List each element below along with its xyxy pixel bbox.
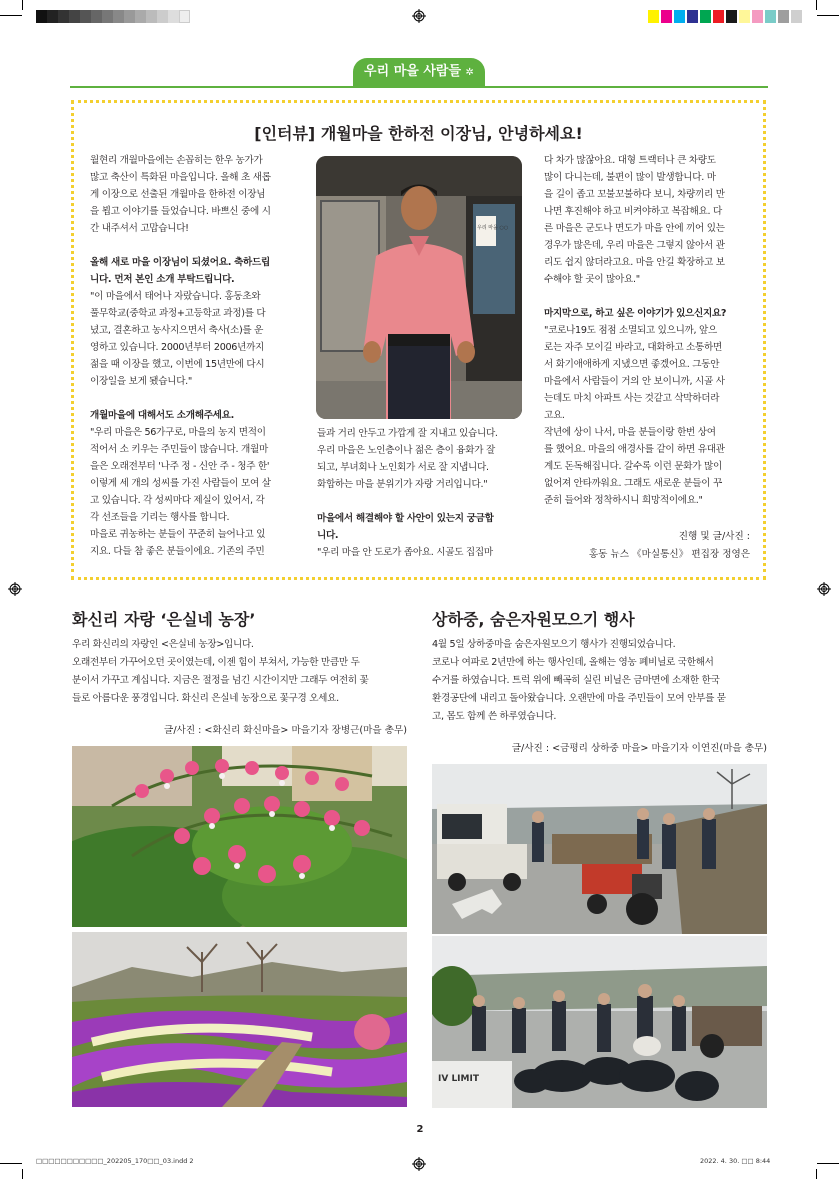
- interview-credit-line2: 홍동 뉴스 《마실통신》 편집장 정영은: [588, 549, 750, 560]
- interview-line: 개월마을에 대해서도 소개해주세요.: [90, 410, 234, 421]
- interview-line: 다 차가 많잖아요. 대형 트랙터나 큰 차량도: [544, 155, 716, 166]
- left-section-body: [72, 636, 369, 708]
- interview-line: 월현리 개월마을에는 손꼽히는 한우 농가가: [90, 155, 263, 166]
- interview-line: [317, 493, 498, 510]
- registration-mark-icon: [8, 582, 22, 596]
- section-tag-label: 우리 마을 사람들: [364, 64, 462, 79]
- interview-line: 을은 오래전부터 '나주 정 - 신안 주 - 청주 한': [90, 461, 270, 472]
- interview-line: "우리 마을은 56가구로, 마을의 농지 면적이: [90, 427, 266, 438]
- body-line: 수거를 하였습니다. 트럭 위에 빼곡히 실린 비닐은 금마면에 소재한 한국: [432, 675, 720, 686]
- interview-line: 리도 쉽지 않더라고요. 마을 안길 확장하고 보: [544, 257, 725, 268]
- interview-line: 게 이장으로 선출된 개월마을 한하전 이장님: [90, 189, 266, 200]
- interview-line: 많고 축산이 특화된 마을입니다. 올해 초 새롭: [90, 172, 271, 183]
- interview-line: [90, 390, 271, 407]
- interview-line: "코로나19도 점점 소멸되고 있으니까, 앞으: [544, 325, 717, 336]
- body-line: 우리 화신리의 자랑인 <은실네 농장>입니다.: [72, 639, 254, 650]
- phlox-garden-photo: [72, 932, 407, 1107]
- interview-line: 젊을 때 이장을 했고, 이번에 15년만에 다시: [90, 359, 265, 370]
- portrait-photo: [316, 156, 522, 419]
- body-line: 코로나 여파로 2년만에 하는 행사인데, 올해는 영농 폐비닐로 국한해서: [432, 657, 714, 668]
- right-section-body: [432, 636, 726, 726]
- interview-line: 준히 들어와 정착하시니 희망적이에요.": [544, 495, 703, 506]
- interview-left-column: [90, 152, 271, 560]
- interview-line: 이렇게 세 개의 성씨를 가진 사람들이 모여 살: [90, 478, 271, 489]
- interview-line: 니다.: [317, 530, 339, 541]
- interview-line: 지요. 다들 참 좋은 분들이에요. 기존의 주민: [90, 546, 265, 557]
- interview-line: 을 뵙고 이야기를 들었습니다. 바쁘신 중에 시: [90, 206, 271, 217]
- interview-right-column: [544, 152, 726, 509]
- interview-line: 많이 다니는데, 불편이 많이 발생합니다. 마: [544, 172, 716, 183]
- interview-line: 는데도 마치 아파트 사는 것같고 삭막하더라: [544, 393, 720, 404]
- interview-line: 경우가 많은데, 우리 마을은 그렇지 않아서 관: [544, 240, 725, 251]
- body-line: 고, 몸도 함께 쓴 하루였습니다.: [432, 711, 557, 722]
- interview-credit-line1: 진행 및 글/사진 :: [678, 531, 750, 542]
- interview-line: "이 마을에서 태어나 자랐습니다. 홍동초와: [90, 291, 261, 302]
- interview-line: 고요.: [544, 410, 565, 421]
- interview-line: 서 화기애애하게 지냈으면 좋겠어요. 그동안: [544, 359, 720, 370]
- interview-line: 수해야 할 곳이 많아요.": [544, 274, 640, 285]
- body-line: 들로 아름다운 풍경입니다. 화신리 은실네 농장으로 꽃구경 오세요.: [72, 693, 339, 704]
- body-line: 환경공단에 내리고 돌아왔습니다. 오랜만에 마을 주민들이 모여 안부를 묻: [432, 693, 726, 704]
- interview-line: [544, 288, 726, 305]
- interview-line: 작년에 상이 나서, 마을 분들이랑 한번 상여: [544, 427, 716, 438]
- interview-line: 올해 새로 마을 이장님이 되셨어요. 축하드립: [90, 257, 270, 268]
- interview-line: 우리 마을은 노인층이나 젊은 층이 융화가 잘: [317, 445, 495, 456]
- tractor-collection-photo: [432, 764, 767, 934]
- left-section-credit: 글/사진 : <화신리 화신마을> 마을기자 장병근(마을 총무): [164, 725, 407, 736]
- interview-line: 이장일을 보게 됐습니다.": [90, 376, 193, 387]
- interview-middle-column: [317, 425, 498, 561]
- truck-logo: IV LIMIT: [438, 1074, 479, 1084]
- left-section-title: 화신리 자랑 ‘은실네 농장’: [72, 610, 256, 629]
- interview-line: 을 길이 좁고 꼬불꼬불하다 보니, 차량끼리 만: [544, 189, 725, 200]
- right-section-title: 상하중, 숨은자원모으기 행사: [432, 610, 635, 629]
- file-slug: □□□□□□□□□□□_202205_170□□_03.indd 2: [36, 1157, 194, 1165]
- vinyl-collection-photo: [432, 936, 767, 1108]
- interview-line: 마을에서 해결해야 할 사안이 있는지 궁금합: [317, 513, 494, 524]
- interview-line: 적어서 소 키우는 주민들이 많습니다. 개월마: [90, 444, 268, 455]
- interview-line: 풀무학교(중학교 과정+고등학교 과정)를 다: [90, 308, 266, 319]
- interview-line: 간 내주셔서 고맙습니다!: [90, 223, 189, 234]
- interview-line: 들과 거리 안두고 가깝게 잘 지내고 있습니다.: [317, 428, 498, 439]
- interview-line: 로는 자주 모이길 바라고, 대화하고 소통하면: [544, 342, 722, 353]
- interview-line: 마지막으로, 하고 싶은 이야기가 있으신지요?: [544, 308, 727, 319]
- interview-line: 없어져 안타까워요. 그래도 새로운 분들이 꾸: [544, 478, 722, 489]
- page-number: 2: [416, 1124, 424, 1135]
- interview-line: 되고, 부녀회나 노인회가 서로 잘 지냅니다.: [317, 462, 489, 473]
- date-slug: 2022. 4. 30. □□ 8:44: [700, 1157, 771, 1165]
- door-sign: 우리 마을 ○○: [477, 225, 509, 231]
- interview-line: 각 선조들을 기리는 행사를 합니다.: [90, 512, 230, 523]
- right-section-credit: 글/사진 : <금평리 상하중 마을> 마을기자 이연진(마을 총무): [511, 743, 767, 754]
- interview-line: 른 마을은 군도나 면도가 마을 안에 끼어 있는: [544, 223, 725, 234]
- interview-line: 화합하는 마을 분위기가 자랑 거리입니다.": [317, 479, 488, 490]
- interview-line: "우리 마을 안 도로가 좁아요. 시골도 집집마: [317, 547, 493, 558]
- section-tag: [353, 58, 485, 86]
- interview-title: [인터뷰] 개월마을 한하전 이장님, 안녕하세요!: [254, 124, 583, 143]
- interview-line: 고 있습니다. 각 성씨마다 제실이 있어서, 각: [90, 495, 265, 506]
- interview-line: [90, 237, 271, 254]
- interview-line: 니다. 먼저 본인 소개 부탁드립니다.: [90, 274, 235, 285]
- header-rule: [70, 86, 768, 88]
- sparkle-icon: ✲: [465, 67, 474, 78]
- registration-mark-icon: [412, 1157, 426, 1171]
- interview-line: 영하고 있습니다. 2000년부터 2006년까지: [90, 342, 265, 353]
- interview-line: 녔고, 결혼하고 농사지으면서 축사(소)를 운: [90, 325, 264, 336]
- interview-line: 나면 후진해야 하고 비켜야하고 복잡해요. 다: [544, 206, 722, 217]
- interview-line: 계도 돈독해집니다. 갈수록 이런 문화가 많이: [544, 461, 722, 472]
- body-line: 오래전부터 가꾸어오던 곳이였는데, 이젠 힘이 부쳐서, 가능한 만큼만 두: [72, 657, 360, 668]
- interview-line: 를 했어요. 마을의 애경사를 같이 하면 유대관: [544, 444, 725, 455]
- body-line: 4월 5일 상하중마을 숨은자원모으기 행사가 진행되었습니다.: [432, 639, 676, 650]
- bleeding-heart-photo: [72, 746, 407, 927]
- body-line: 분이서 가꾸고 계십니다. 지금은 절정을 넘긴 시간이지만 그래두 여전히 꽃: [72, 675, 369, 686]
- interview-line: 마을로 귀농하는 분들이 꾸준히 늘어나고 있: [90, 529, 266, 540]
- interview-line: 마을에서 사람들이 거의 안 보이니까, 시골 사: [544, 376, 725, 387]
- registration-mark-icon: [412, 9, 426, 23]
- registration-mark-icon: [817, 582, 831, 596]
